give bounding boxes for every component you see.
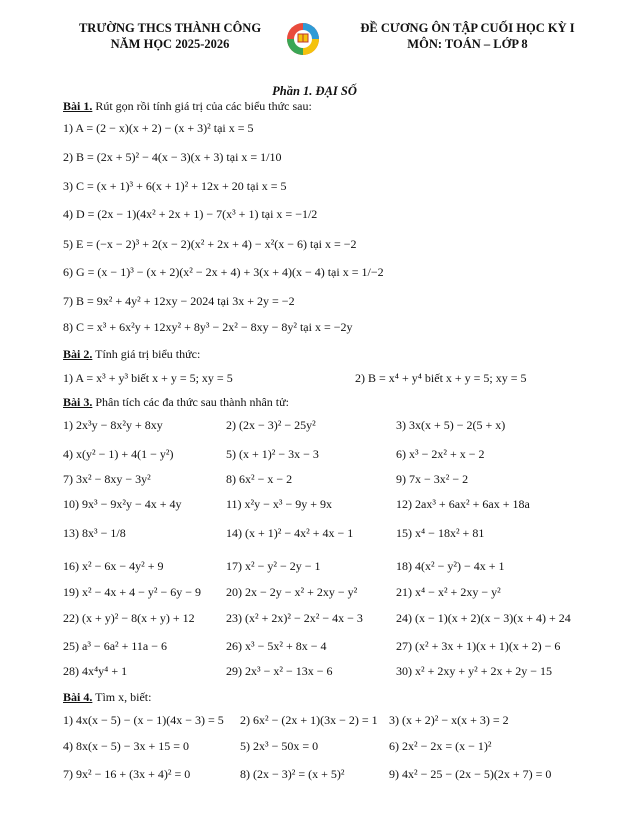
exercise-2-text: Tính giá trị biểu thức: <box>92 347 201 361</box>
factor-item: 25) a³ − 6a² + 11a − 6 <box>63 639 168 653</box>
factor-item: 14) (x + 1)² − 4x² + 4x − 1 <box>226 526 354 540</box>
factor-item: 24) (x − 1)(x + 2)(x − 3)(x + 4) + 24 <box>396 611 571 625</box>
exercise-1-item: 5) E = (−x − 2)³ + 2(x − 2)(x² + 2x + 4) − x²(x − 6) tại x = −2 <box>63 237 357 251</box>
factor-item: 29) 2x³ − x² − 13x − 6 <box>226 664 333 678</box>
factor-item: 26) x³ − 5x² + 8x − 4 <box>226 639 327 653</box>
exercise-2-item: 2) B = x⁴ + y⁴ biết x + y = 5; xy = 5 <box>355 371 527 385</box>
factor-item: 1) 2x³y − 8x²y + 8xy <box>63 418 163 432</box>
factor-item: 23) (x² + 2x)² − 2x² − 4x − 3 <box>226 611 363 625</box>
equation-item: 2) 6x² − (2x + 1)(3x − 2) = 1 <box>240 713 378 727</box>
exercise-1-item: 2) B = (2x + 5)² − 4(x − 3)(x + 3) tại x = 1/10 <box>63 150 282 164</box>
factor-item: 5) (x + 1)² − 3x − 3 <box>226 447 319 461</box>
exercise-1-item: 8) C = x³ + 6x²y + 12xy² + 8y³ − 2x² − 8xy − 8y² tại x = −2y <box>63 320 353 334</box>
exercise-1-item: 7) B = 9x² + 4y² + 12xy − 2024 tại 3x + 2y = −2 <box>63 294 295 308</box>
part-title: Phần 1. ĐẠI SỐ <box>272 84 357 98</box>
school-name: TRƯỜNG THCS THÀNH CÔNG <box>78 21 262 35</box>
exercise-2-item: 1) A = x³ + y³ biết x + y = 5; xy = 5 <box>63 371 233 385</box>
equation-item: 1) 4x(x − 5) − (x − 1)(4x − 3) = 5 <box>63 713 224 727</box>
exercise-1-item: 4) D = (2x − 1)(4x² + 2x + 1) − 7(x³ + 1) tại x = −1/2 <box>63 207 318 221</box>
equation-item: 9) 4x² − 25 − (2x − 5)(2x + 7) = 0 <box>389 767 552 781</box>
factor-item: 10) 9x³ − 9x²y − 4x + 4y <box>63 497 182 511</box>
factor-item: 22) (x + y)² − 8(x + y) + 12 <box>63 611 195 625</box>
exercise-3-heading <box>63 395 289 410</box>
exercise-1-text: Rút gọn rồi tính giá trị của các biểu thức sau: <box>92 99 312 113</box>
factor-item: 15) x⁴ − 18x² + 81 <box>396 526 485 540</box>
factor-item: 11) x²y − x³ − 9y + 9x <box>226 497 333 511</box>
factor-item: 16) x² − 6x − 4y² + 9 <box>63 559 164 573</box>
factor-item: 7) 3x² − 8xy − 3y² <box>63 472 151 486</box>
factor-item: 18) 4(x² − y²) − 4x + 1 <box>396 559 505 573</box>
school-year: NĂM HỌC 2025-2026 <box>110 37 230 51</box>
document-title: ĐỀ CƯƠNG ÔN TẬP CUỐI HỌC KỲ I <box>360 21 575 35</box>
factor-item: 3) 3x(x + 5) − 2(5 + x) <box>396 418 506 432</box>
factor-item: 6) x³ − 2x² + x − 2 <box>396 447 485 461</box>
equation-item: 7) 9x² − 16 + (3x + 4)² = 0 <box>63 767 191 781</box>
factor-item: 4) x(y² − 1) + 4(1 − y²) <box>63 447 174 461</box>
factor-item: 27) (x² + 3x + 1)(x + 1)(x + 2) − 6 <box>396 639 561 653</box>
factor-item: 13) 8x³ − 1/8 <box>63 526 126 540</box>
exercise-3-label: Bài 3. <box>63 395 93 409</box>
exercise-4-text: Tìm x, biết: <box>92 690 152 704</box>
document-subject: MÔN: TOÁN – LỚP 8 <box>407 37 528 51</box>
exercise-1-heading <box>63 99 312 114</box>
factor-item: 2) (2x − 3)² − 25y² <box>226 418 316 432</box>
exercise-4-heading <box>63 690 151 705</box>
factor-item: 30) x² + 2xy + y² + 2x + 2y − 15 <box>396 664 553 678</box>
factor-item: 17) x² − y² − 2y − 1 <box>226 559 321 573</box>
equation-item: 6) 2x² − 2x = (x − 1)² <box>389 739 492 753</box>
factor-item: 21) x⁴ − x² + 2xy − y² <box>396 585 501 599</box>
factor-item: 28) 4x⁴y⁴ + 1 <box>63 664 128 678</box>
exercise-2-label: Bài 2. <box>63 347 93 361</box>
exercise-1-label: Bài 1. <box>63 99 93 113</box>
school-header <box>70 20 270 52</box>
factor-item: 19) x² − 4x + 4 − y² − 6y − 9 <box>63 585 202 599</box>
factor-item: 12) 2ax³ + 6ax² + 6ax + 18a <box>396 497 530 511</box>
equation-item: 8) (2x − 3)² = (x + 5)² <box>240 767 345 781</box>
equation-item: 4) 8x(x − 5) − 3x + 15 = 0 <box>63 739 190 753</box>
document-header <box>355 20 580 52</box>
exercise-1-item: 3) C = (x + 1)³ + 6(x + 1)² + 12x + 20 tại x = 5 <box>63 179 287 193</box>
exercise-3-text: Phân tích các đa thức sau thành nhân tử: <box>92 395 289 409</box>
factor-item: 9) 7x − 3x² − 2 <box>396 472 469 486</box>
equation-item: 5) 2x³ − 50x = 0 <box>240 739 319 753</box>
factor-item: 20) 2x − 2y − x² + 2xy − y² <box>226 585 358 599</box>
exercise-1-item: 6) G = (x − 1)³ − (x + 2)(x² − 2x + 4) + 3(x + 4)(x − 4) tại x = 1/−2 <box>63 265 384 279</box>
exercise-2-heading <box>63 347 200 362</box>
exercise-4-label: Bài 4. <box>63 690 93 704</box>
exercise-1-item: 1) A = (2 − x)(x + 2) − (x + 3)² tại x = 5 <box>63 121 254 135</box>
school-logo-icon <box>286 22 320 56</box>
factor-item: 8) 6x² − x − 2 <box>226 472 293 486</box>
equation-item: 3) (x + 2)² − x(x + 3) = 2 <box>389 713 509 727</box>
